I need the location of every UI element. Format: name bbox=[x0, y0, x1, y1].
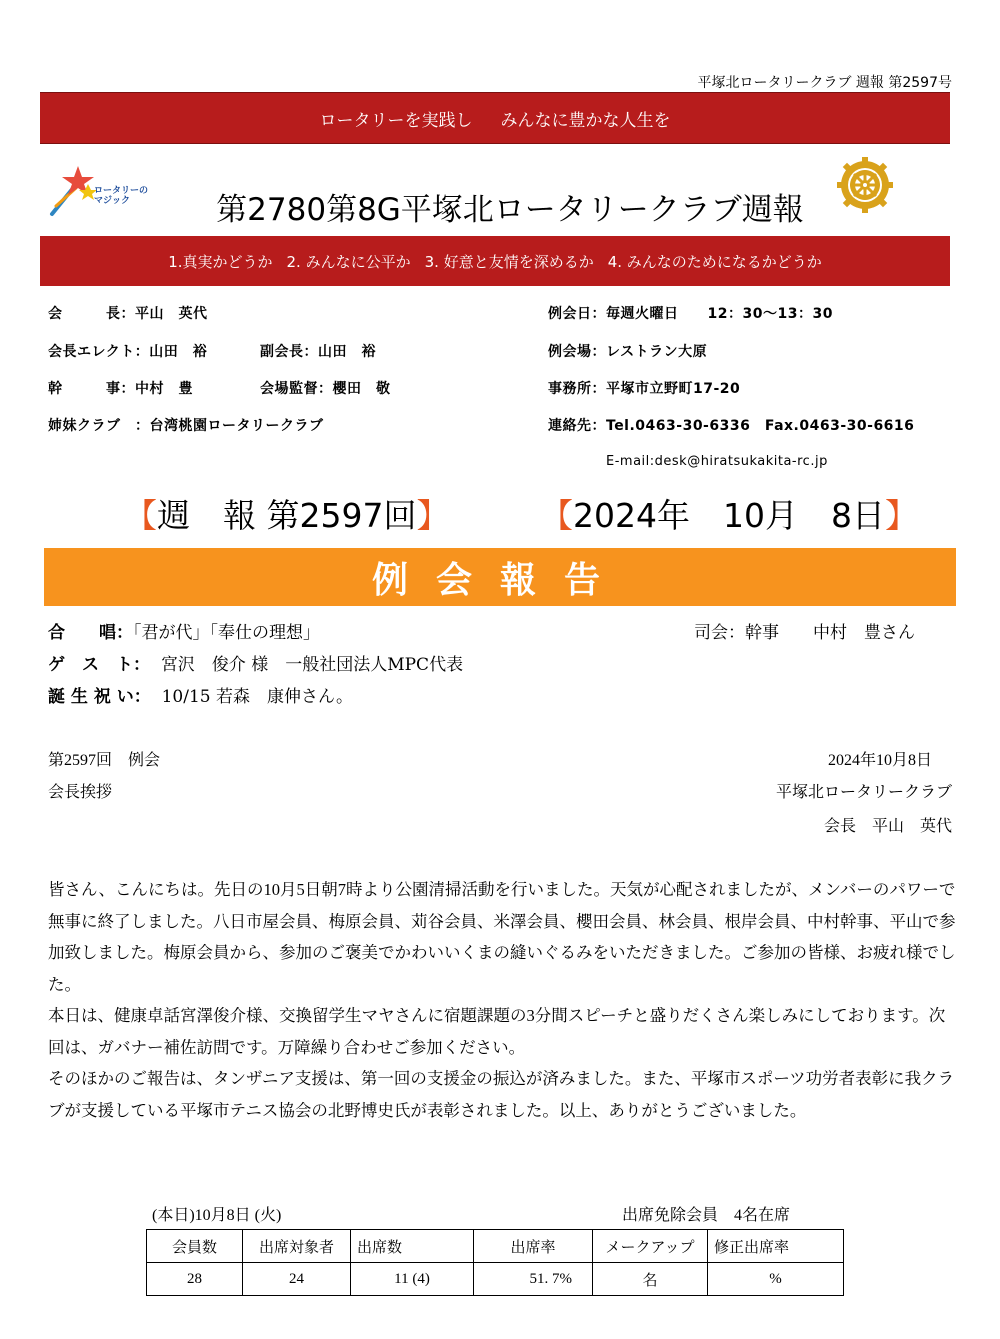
rotary-wheel-icon bbox=[836, 156, 894, 214]
attendance-exempt: 出席免除会員 4名在席 bbox=[622, 1207, 791, 1224]
guest-line: ゲ ス ト： 宮沢 俊介 様 一般社団法人MPC代表 bbox=[48, 655, 464, 675]
letter-subject: 会長挨拶 bbox=[48, 784, 113, 801]
info-president: 会 長：平山 英代 bbox=[48, 306, 208, 322]
paragraph: そのほかのご報告は、タンザニア支援は、第一回の支援金の振込が済みました。また、平塚市スポーツ功労者表彰に我クラブが支援している平塚市テニス協会の北野博史氏が表彰されました。以上、ありがとうございました。 bbox=[48, 1069, 955, 1120]
test-item-4: 4. みんなのためになるかどうか bbox=[607, 252, 822, 271]
letter-body bbox=[48, 874, 956, 1126]
col-header: メークアップ bbox=[593, 1230, 708, 1263]
table-header-row bbox=[147, 1230, 844, 1263]
meeting-label: 第2597回 例会 bbox=[48, 752, 161, 769]
letter-date: 2024年10月8日 bbox=[827, 752, 932, 769]
four-way-test-bar bbox=[40, 236, 950, 286]
letter-club: 平塚北ロータリークラブ bbox=[775, 784, 952, 801]
issue-date: 【2024年 10月 8日】 bbox=[540, 496, 918, 535]
info-president-elect: 会長エレクト：山田 裕 bbox=[48, 344, 208, 360]
info-office: 事務所：平塚市立野町17-20 bbox=[548, 381, 741, 397]
song-line: 合 唱：「君が代」「奉仕の理想」 bbox=[48, 623, 320, 643]
cell-makeup: 名 bbox=[593, 1263, 708, 1296]
info-email[interactable]: E-mail:desk@hiratsukakita-rc.jp bbox=[606, 454, 828, 469]
test-item-1: 1.真実かどうか bbox=[168, 252, 273, 271]
page-title: 第2780第8G平塚北ロータリークラブ週報 bbox=[216, 192, 804, 228]
motto-bar bbox=[40, 92, 950, 144]
col-header: 出席率 bbox=[474, 1230, 593, 1263]
letter-signature: 会長 平山 英代 bbox=[823, 818, 952, 835]
cell-attended: 11 (4) bbox=[351, 1263, 474, 1296]
issue-label: 平塚北ロータリークラブ 週報 第2597号 bbox=[697, 75, 952, 91]
col-header: 会員数 bbox=[147, 1230, 243, 1263]
col-header: 修正出席率 bbox=[708, 1230, 844, 1263]
info-sergeant: 会場監督：櫻田 敬 bbox=[260, 381, 391, 397]
cell-rate: 51. 7% bbox=[474, 1263, 593, 1296]
birthday-line: 誕 生 祝 い： 10/15 若森 康伸さん。 bbox=[48, 687, 353, 707]
motto-left: ロータリーを実践し bbox=[319, 110, 473, 131]
info-meeting-day: 例会日：毎週火曜日 12：30～13：30 bbox=[548, 306, 833, 322]
paragraph: 皆さん、こんにちは。先日の10月5日朝7時より公園清掃活動を行いました。天気が心配されましたが、メンバーのパワーで無事に終了しました。八日市屋会員、梅原会員、苅谷会員、米澤会員、櫻田会員、林会員、根岸会員、中村幹事、平山で参加致しました。梅原会員から、参加のご褒美でかわいいくまの縫いぐるみをいただきました。ご参加の皆様、お疲れ様でした。 bbox=[48, 880, 956, 994]
issue-number: 【週 報 第2597回】 bbox=[124, 496, 450, 535]
test-item-2: 2. みんなに公平か bbox=[286, 252, 411, 271]
info-vice-president: 副会長：山田 裕 bbox=[260, 344, 376, 360]
report-banner: 例会報告 bbox=[44, 548, 956, 606]
cell-members: 28 bbox=[147, 1263, 243, 1296]
cell-eligible: 24 bbox=[243, 1263, 351, 1296]
table-row bbox=[147, 1263, 844, 1296]
info-venue: 例会場：レストラン大原 bbox=[548, 344, 708, 360]
col-header: 出席対象者 bbox=[243, 1230, 351, 1263]
cell-corrected-rate: % bbox=[708, 1263, 844, 1296]
mc-line: 司会：幹事 中村 豊さん bbox=[694, 623, 915, 643]
attendance-date: (本日)10月8日 (火) bbox=[152, 1207, 282, 1224]
paragraph: 本日は、健康卓話宮澤俊介様、交換留学生マヤさんに宿題課題の3分間スピーチと盛りだくさん楽しみにしております。次回は、ガバナー補佐訪問です。万障繰り合わせご参加ください。 bbox=[48, 1006, 946, 1057]
logo-text-1: ロータリーの bbox=[94, 186, 149, 196]
attendance-table bbox=[146, 1229, 844, 1296]
col-header: 出席数 bbox=[351, 1230, 474, 1263]
logo-text-2: マジック bbox=[94, 196, 131, 206]
motto-right: みんなに豊かな人生を bbox=[500, 110, 671, 131]
test-item-3: 3. 好意と友情を深めるか bbox=[424, 252, 594, 271]
info-sister-club: 姉妹クラブ ：台湾桃園ロータリークラブ bbox=[48, 418, 324, 434]
info-contact: 連絡先：Tel.0463-30-6336 Fax.0463-30-6616 bbox=[548, 418, 915, 434]
info-secretary: 幹 事：中村 豊 bbox=[48, 381, 193, 397]
